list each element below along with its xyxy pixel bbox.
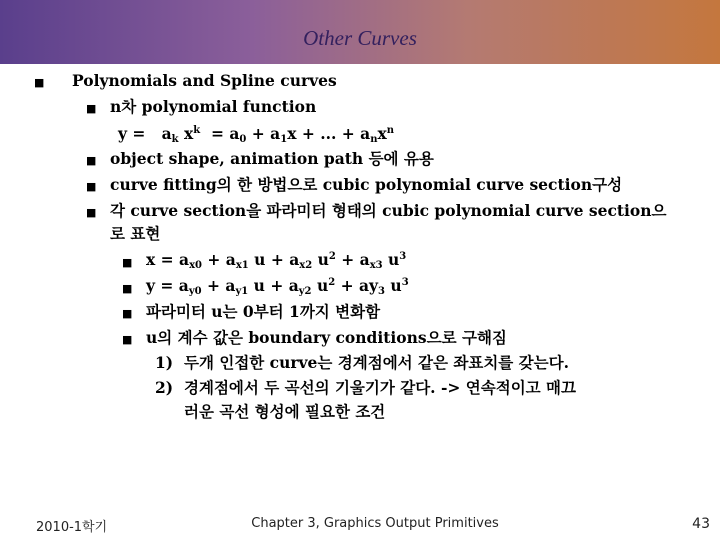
page-number: 43 bbox=[692, 516, 710, 532]
bullet-icon: ■ bbox=[122, 256, 133, 269]
bullet-icon: ■ bbox=[86, 180, 97, 193]
body-line-curve-fitting: curve fitting의 한 방법으로 cubic polynomial curve section구성 bbox=[110, 175, 623, 194]
y-parametric-equation: $y = a_{y0} + a_{y1}$ $u + a_{y2}$ $u^2 + ay_3$ $u^3$ bbox=[146, 276, 409, 297]
x-parametric-equation: $x = a_{x0} + a_{x1}$ $u + a_{x2}$ $u^2 + a_{x3}$ $u^3$ bbox=[146, 250, 407, 271]
bullet-icon: ■ bbox=[122, 307, 133, 320]
body-line-curve-section-cont: 로 표현 bbox=[110, 224, 161, 243]
body-line-condition-1: 두개 인접한 curve는 경계점에서 같은 좌표치를 갖는다. bbox=[184, 353, 569, 372]
body-line-object-shape: object shape, animation path 등에 유용 bbox=[110, 149, 434, 168]
body-line-polynomials: Polynomials and Spline curves bbox=[72, 71, 337, 90]
list-number-2: 2) bbox=[155, 378, 174, 397]
bullet-icon: ■ bbox=[122, 282, 133, 295]
list-number-1: 1) bbox=[155, 353, 174, 372]
bullet-icon: ■ bbox=[86, 206, 97, 219]
slide-title: Other Curves bbox=[303, 26, 417, 50]
bullet-icon: ■ bbox=[122, 333, 133, 346]
body-line-curve-section: 각 curve section을 파라미터 형태의 cubic polynomial curve section으 bbox=[110, 201, 667, 220]
body-line-condition-2: 경계점에서 두 곡선의 기울기가 같다. -> 연속적이고 매끄 bbox=[184, 378, 576, 397]
bullet-icon: ■ bbox=[86, 154, 97, 167]
body-line-parameter-range: 파라미터 u는 0부터 1까지 변화함 bbox=[146, 302, 381, 321]
body-line-boundary-conditions: u의 계수 값은 boundary conditions으로 구해짐 bbox=[146, 328, 507, 347]
bullet-icon: ■ bbox=[86, 102, 97, 115]
polynomial-equation: y = $a_k$ $x^k = a_0 + a_1x$ + ... + $a_nx^n$ bbox=[118, 124, 395, 145]
body-line-condition-2-cont: 러운 곡선 형성에 필요한 조건 bbox=[184, 402, 386, 421]
footer-semester: 2010-1학기 bbox=[36, 520, 108, 535]
footer-chapter: Chapter 3, Graphics Output Primitives bbox=[251, 516, 499, 531]
bullet-icon: ■ bbox=[34, 76, 45, 89]
body-line-nth-polynomial: n차 polynomial function bbox=[110, 97, 317, 116]
